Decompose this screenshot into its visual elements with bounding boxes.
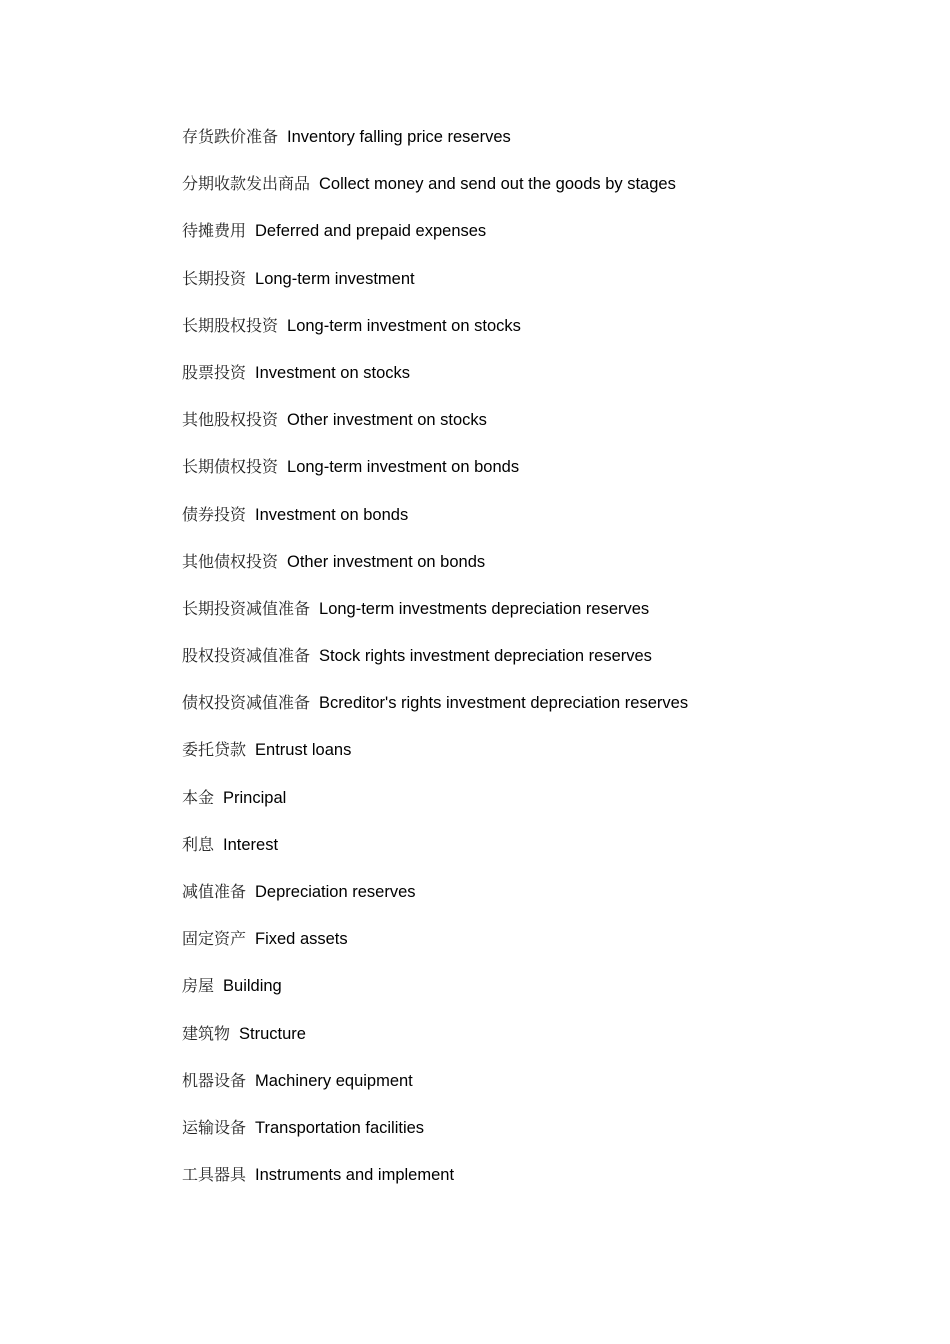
term-row [182, 879, 882, 926]
term-row [182, 643, 882, 690]
term-row [182, 1115, 882, 1162]
chinese-term: 长期股权投资 [182, 315, 279, 335]
chinese-term: 债权投资减值准备 [182, 693, 311, 713]
english-term: Collect money and send out the goods by stages [319, 175, 676, 194]
english-term: Other investment on stocks [287, 411, 487, 430]
chinese-term: 存货跌价准备 [182, 127, 279, 146]
english-term: Other investment on bonds [287, 552, 486, 571]
chinese-term: 利息 [182, 834, 215, 854]
chinese-term: 股权投资减值准备 [182, 646, 311, 666]
chinese-term: 长期债权投资 [182, 457, 279, 477]
chinese-term: 股票投资 [182, 362, 247, 382]
chinese-term: 长期投资 [182, 268, 247, 288]
english-term: Investment on stocks [255, 363, 411, 382]
term-row [182, 313, 882, 360]
chinese-term: 债券投资 [182, 504, 247, 524]
chinese-term: 本金 [182, 787, 215, 807]
term-row [182, 973, 882, 1020]
english-term: Inventory falling price reserves [287, 128, 511, 146]
english-term: Instruments and implement [255, 1166, 455, 1185]
english-term: Stock rights investment depreciation reserves [319, 647, 652, 666]
term-row [182, 785, 882, 832]
english-term: Investment on bonds [255, 505, 409, 524]
english-term: Interest [223, 835, 279, 854]
term-row [182, 266, 882, 313]
chinese-term: 待摊费用 [182, 221, 247, 241]
chinese-term: 其他股权投资 [182, 410, 279, 430]
english-term: Deferred and prepaid expenses [255, 222, 487, 241]
term-row [182, 1162, 882, 1209]
chinese-term: 机器设备 [182, 1070, 247, 1090]
english-term: Transportation facilities [255, 1118, 425, 1137]
english-term: Long-term investments depreciation reserves [319, 599, 650, 618]
chinese-term: 运输设备 [182, 1117, 247, 1137]
term-row [182, 454, 882, 501]
term-row [182, 596, 882, 643]
english-term: Long-term investment on stocks [287, 316, 521, 335]
english-term: Long-term investment [255, 269, 415, 288]
term-row [182, 690, 882, 737]
term-row [182, 171, 882, 218]
term-row [182, 1068, 882, 1115]
term-row [182, 124, 882, 171]
chinese-term: 工具器具 [182, 1165, 247, 1185]
term-row [182, 360, 882, 407]
term-row [182, 407, 882, 454]
english-term: Entrust loans [255, 741, 352, 760]
english-term: Structure [239, 1024, 306, 1043]
term-row [182, 549, 882, 596]
chinese-term: 长期投资减值准备 [182, 598, 311, 618]
english-term: Principal [223, 788, 287, 807]
english-term: Bcreditor's rights investment depreciation reserves [319, 694, 689, 713]
english-term: Machinery equipment [255, 1071, 413, 1090]
chinese-term: 房屋 [182, 976, 215, 996]
term-row [182, 926, 882, 973]
english-term: Fixed assets [255, 930, 348, 949]
chinese-term: 建筑物 [182, 1023, 231, 1043]
chinese-term: 分期收款发出商品 [182, 174, 311, 194]
english-term: Building [223, 977, 282, 996]
term-row [182, 218, 882, 265]
english-term: Long-term investment on bonds [287, 458, 520, 477]
term-row [182, 737, 882, 784]
chinese-term: 固定资产 [182, 929, 247, 949]
chinese-term: 减值准备 [182, 882, 247, 901]
term-row [182, 1021, 882, 1068]
glossary-term-list [182, 124, 882, 1209]
term-row [182, 832, 882, 879]
chinese-term: 委托贷款 [182, 740, 247, 760]
chinese-term: 其他债权投资 [182, 551, 279, 571]
english-term: Depreciation reserves [255, 883, 416, 901]
term-row [182, 502, 882, 549]
